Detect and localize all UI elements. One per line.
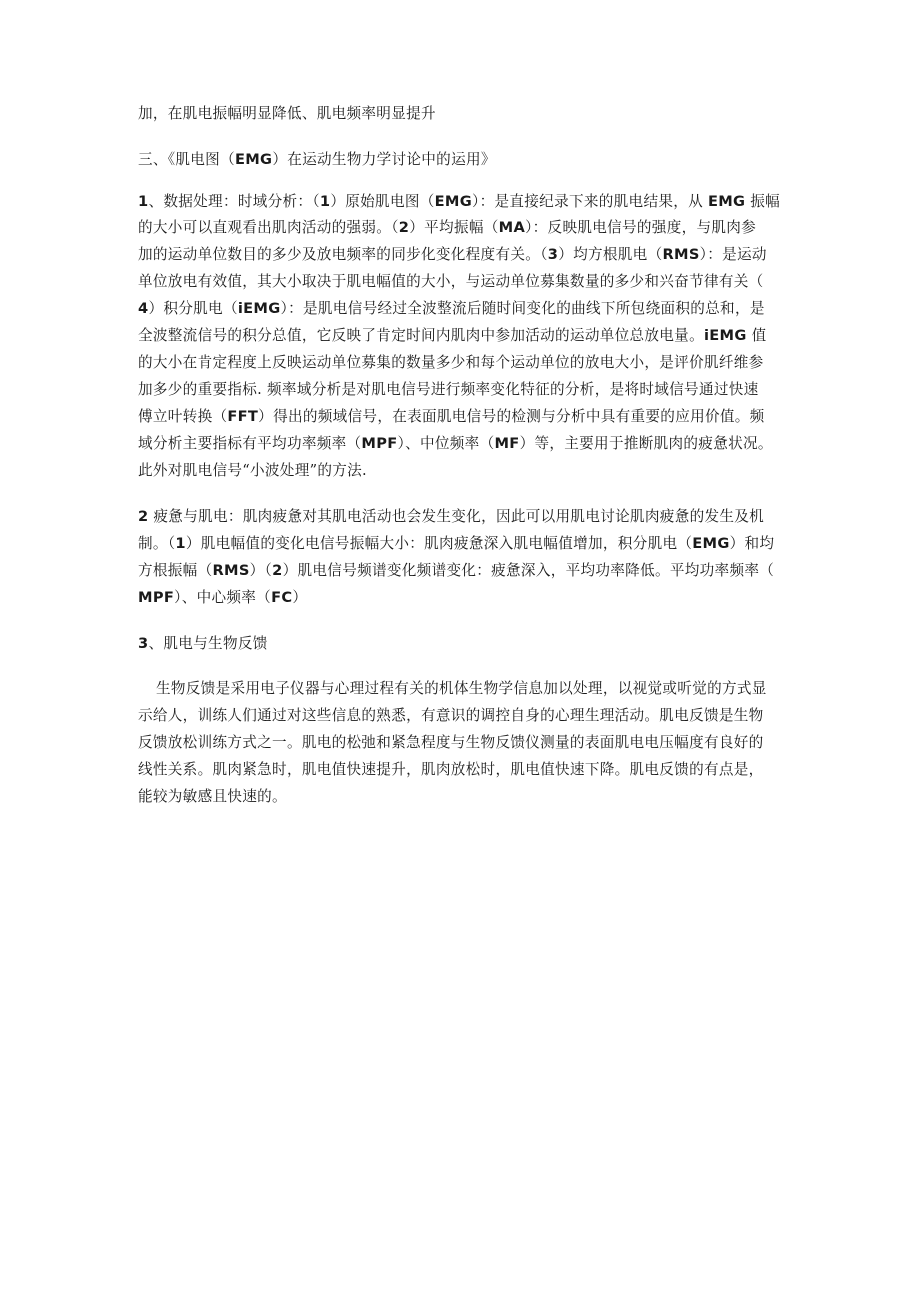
text-line: 1、数据处理：时域分析：（1）原始肌电图（EMG）：是直接纪录下来的肌电结果，从 EMG 振幅 xyxy=(138,193,781,210)
text-line: 能较为敏感且快速的。 xyxy=(138,788,287,805)
text-line: 的大小可以直观看出肌肉活动的强弱。（2）平均振幅（MA）：反映肌电信号的强度，与肌肉参 xyxy=(138,219,757,236)
text-line: MPF）、中心频率（FC） xyxy=(138,589,308,606)
text-line: 示给人，训练人们通过对这些信息的熟悉，有意识的调控自身的心理生理活动。肌电反馈是生物 xyxy=(138,707,764,724)
section-heading: 三、《肌电图（EMG）在运动生物力学讨论中的运用》 xyxy=(138,151,496,168)
text-line: 全波整流信号的积分总值，它反映了肯定时间内肌肉中参加活动的运动单位总放电量。iEMG 值 xyxy=(138,327,767,344)
text-line: 4）积分肌电（iEMG）：是肌电信号经过全波整流后随时间变化的曲线下所包绕面积的总和，是 xyxy=(138,300,765,317)
text-line: 生物反馈是采用电子仪器与心理过程有关的机体生物学信息加以处理，以视觉或听觉的方式显 xyxy=(156,680,767,697)
text-line: 制。（1）肌电幅值的变化电信号振幅大小：肌肉疲惫深入肌电幅值增加，积分肌电（EMG）和均 xyxy=(138,535,775,552)
subsection-heading: 3、肌电与生物反馈 xyxy=(138,635,268,652)
text-line: 线性关系。肌肉紧急时，肌电值快速提升，肌肉放松时，肌电值快速下降。肌电反馈的有点是， xyxy=(138,761,764,778)
text-line: 加多少的重要指标. 频率域分析是对肌电信号进行频率变化特征的分析，是将时域信号通过快速 xyxy=(138,381,759,398)
text-line: 傅立叶转换（FFT）得出的频域信号，在表面肌电信号的检测与分析中具有重要的应用价值。频 xyxy=(138,408,765,425)
paragraph-continuation-line: 加，在肌电振幅明显降低、肌电频率明显提升 xyxy=(138,105,436,122)
text-line: 单位放电有效值，其大小取决于肌电幅值的大小，与运动单位募集数量的多少和兴奋节律有关（ xyxy=(138,273,764,290)
text-line: 反馈放松训练方式之一。肌电的松弛和紧急程度与生物反馈仪测量的表面肌电电压幅度有良好的 xyxy=(138,734,764,751)
text-line: 2 疲惫与肌电：肌肉疲惫对其肌电活动也会发生变化，因此可以用肌电讨论肌肉疲惫的发生及机 xyxy=(138,508,765,525)
text-line: 此外对肌电信号“小波处理”的方法. xyxy=(138,462,367,479)
text-line: 加的运动单位数目的多少及放电频率的同步化变化程度有关。（3）均方根肌电（RMS）：是运动 xyxy=(138,246,767,263)
text-line: 的大小在肯定程度上反映运动单位募集的数量多少和每个运动单位的放电大小，是评价肌纤维参 xyxy=(138,354,764,371)
text-line: 方根振幅（RMS）（2）肌电信号频谱变化频谱变化：疲惫深入，平均功率降低。平均功率频率（ xyxy=(138,562,775,579)
text-line: 域分析主要指标有平均功率频率（MPF）、中位频率（MF）等，主要用于推断肌肉的疲惫状况。 xyxy=(138,435,773,452)
